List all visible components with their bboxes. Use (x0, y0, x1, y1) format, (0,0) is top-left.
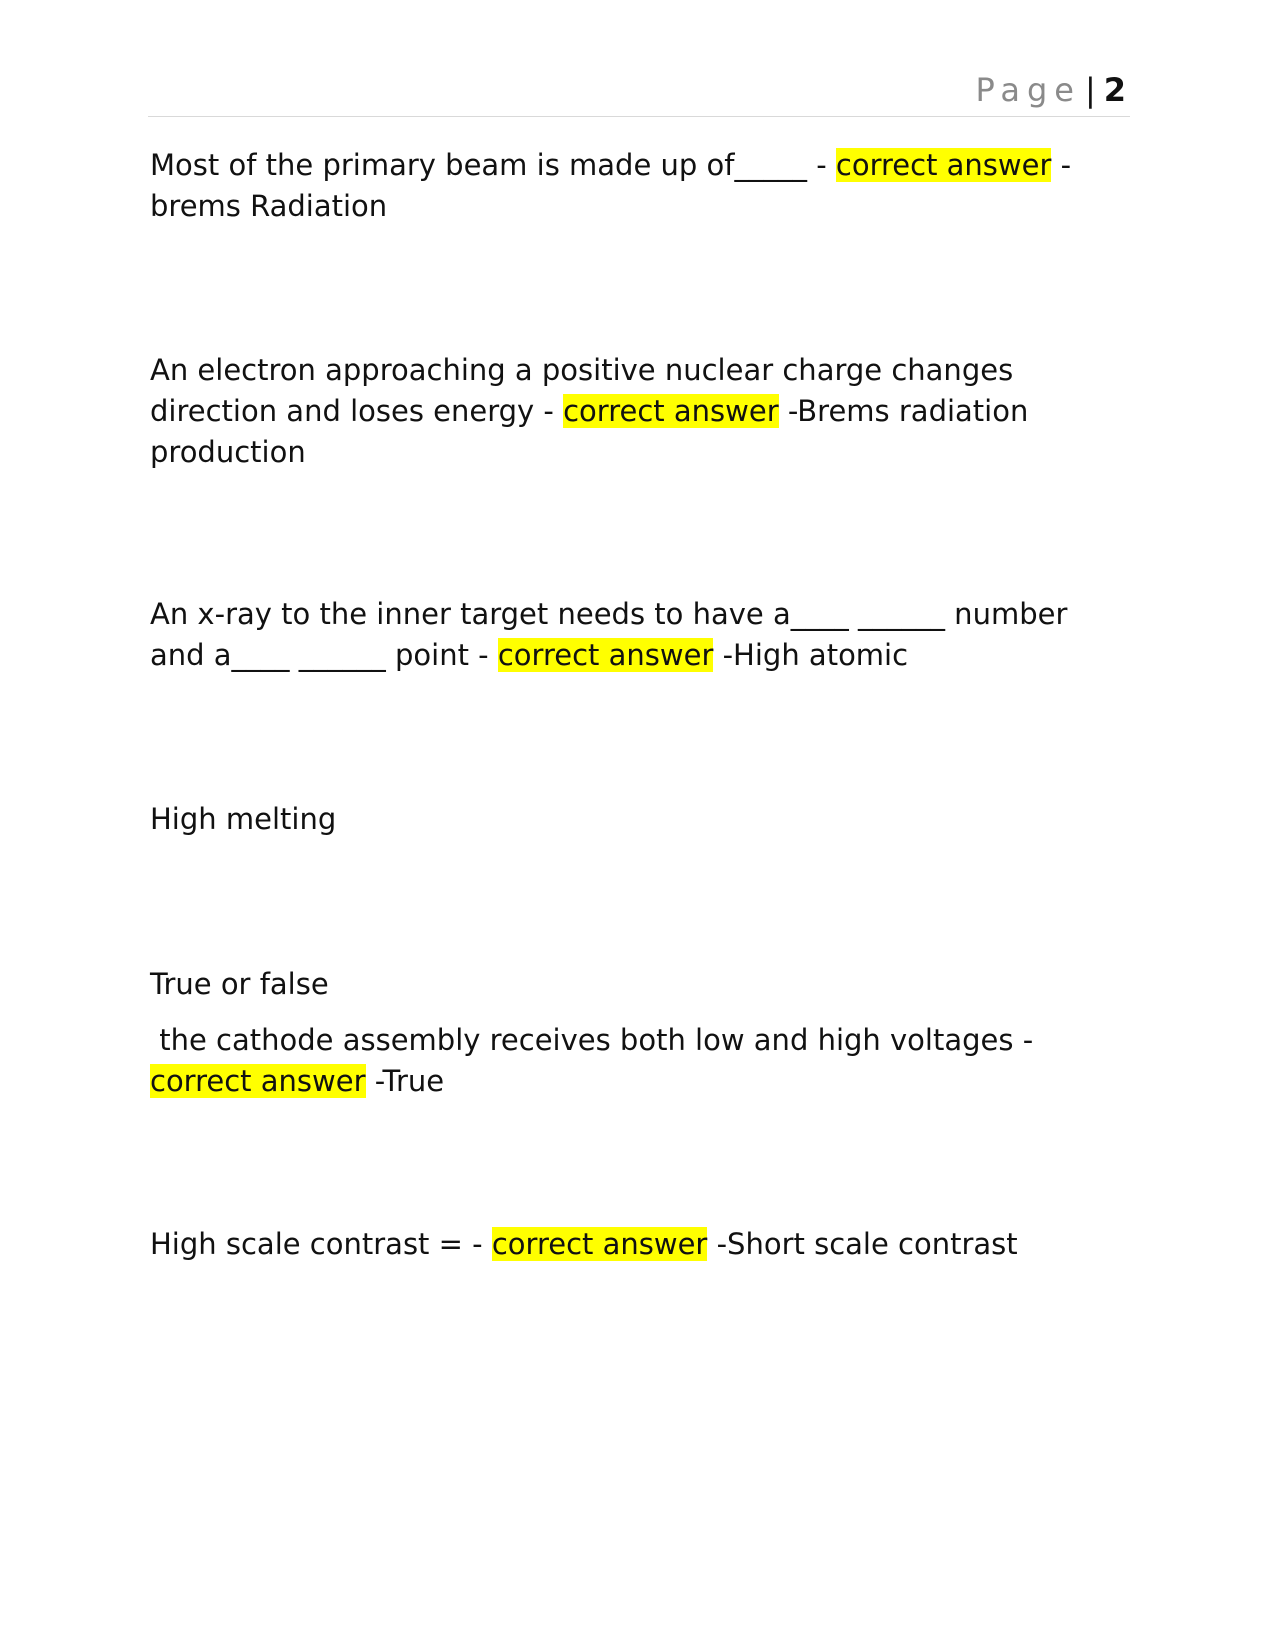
line-text: - (1051, 148, 1072, 182)
text-line (150, 145, 1120, 186)
qa-item-high-melting (150, 799, 1120, 840)
line-text: An x-ray to the inner target needs to have a____ ______ number (150, 597, 1068, 631)
qa-item-electron-nuclear-charge (150, 350, 1120, 473)
line-text: An electron approaching a positive nuclear charge changes (150, 353, 1014, 387)
line-text: direction and loses energy - (150, 394, 564, 428)
text-line (150, 964, 1120, 1005)
line-text: -True (365, 1064, 445, 1098)
text-line (150, 1061, 1120, 1102)
line-text: -Short scale contrast (707, 1227, 1018, 1261)
line-text: the cathode assembly receives both low and high voltages - (150, 1023, 1034, 1057)
qa-item-primary-beam (150, 145, 1120, 227)
text-line (150, 799, 1120, 840)
page-separator: | (1084, 71, 1096, 109)
line-text: brems Radiation (150, 189, 388, 223)
text-line (150, 594, 1120, 635)
text-line (150, 350, 1120, 391)
qa-item-true-or-false (150, 964, 1120, 1005)
page-header (148, 70, 1130, 117)
text-line (150, 1224, 1120, 1265)
text-line (150, 1020, 1120, 1061)
line-text: and a____ ______ point - (150, 638, 498, 672)
line-text: -High atomic (713, 638, 909, 672)
qa-item-target-requirements (150, 594, 1120, 676)
answer-highlight: correct answer (835, 148, 1052, 182)
text-line (150, 635, 1120, 676)
answer-highlight: correct answer (150, 1064, 366, 1098)
page-number: 2 (1103, 71, 1126, 109)
page-word: Page (975, 71, 1081, 109)
line-text: production (150, 435, 306, 469)
text-line (150, 186, 1120, 227)
text-line (150, 391, 1120, 432)
line-text: True or false (150, 967, 329, 1001)
answer-highlight: correct answer (563, 394, 779, 428)
page-number-label (975, 71, 1126, 109)
answer-highlight: correct answer (491, 1227, 708, 1261)
text-line (150, 432, 1120, 473)
line-text: High scale contrast = - (150, 1227, 492, 1261)
qa-item-scale-contrast (150, 1224, 1120, 1265)
line-text: Most of the primary beam is made up of_____ - (150, 148, 836, 182)
qa-item-cathode-assembly (150, 1020, 1120, 1102)
answer-highlight: correct answer (497, 638, 714, 672)
line-text: -Brems radiation (778, 394, 1029, 428)
line-text: High melting (150, 802, 337, 836)
